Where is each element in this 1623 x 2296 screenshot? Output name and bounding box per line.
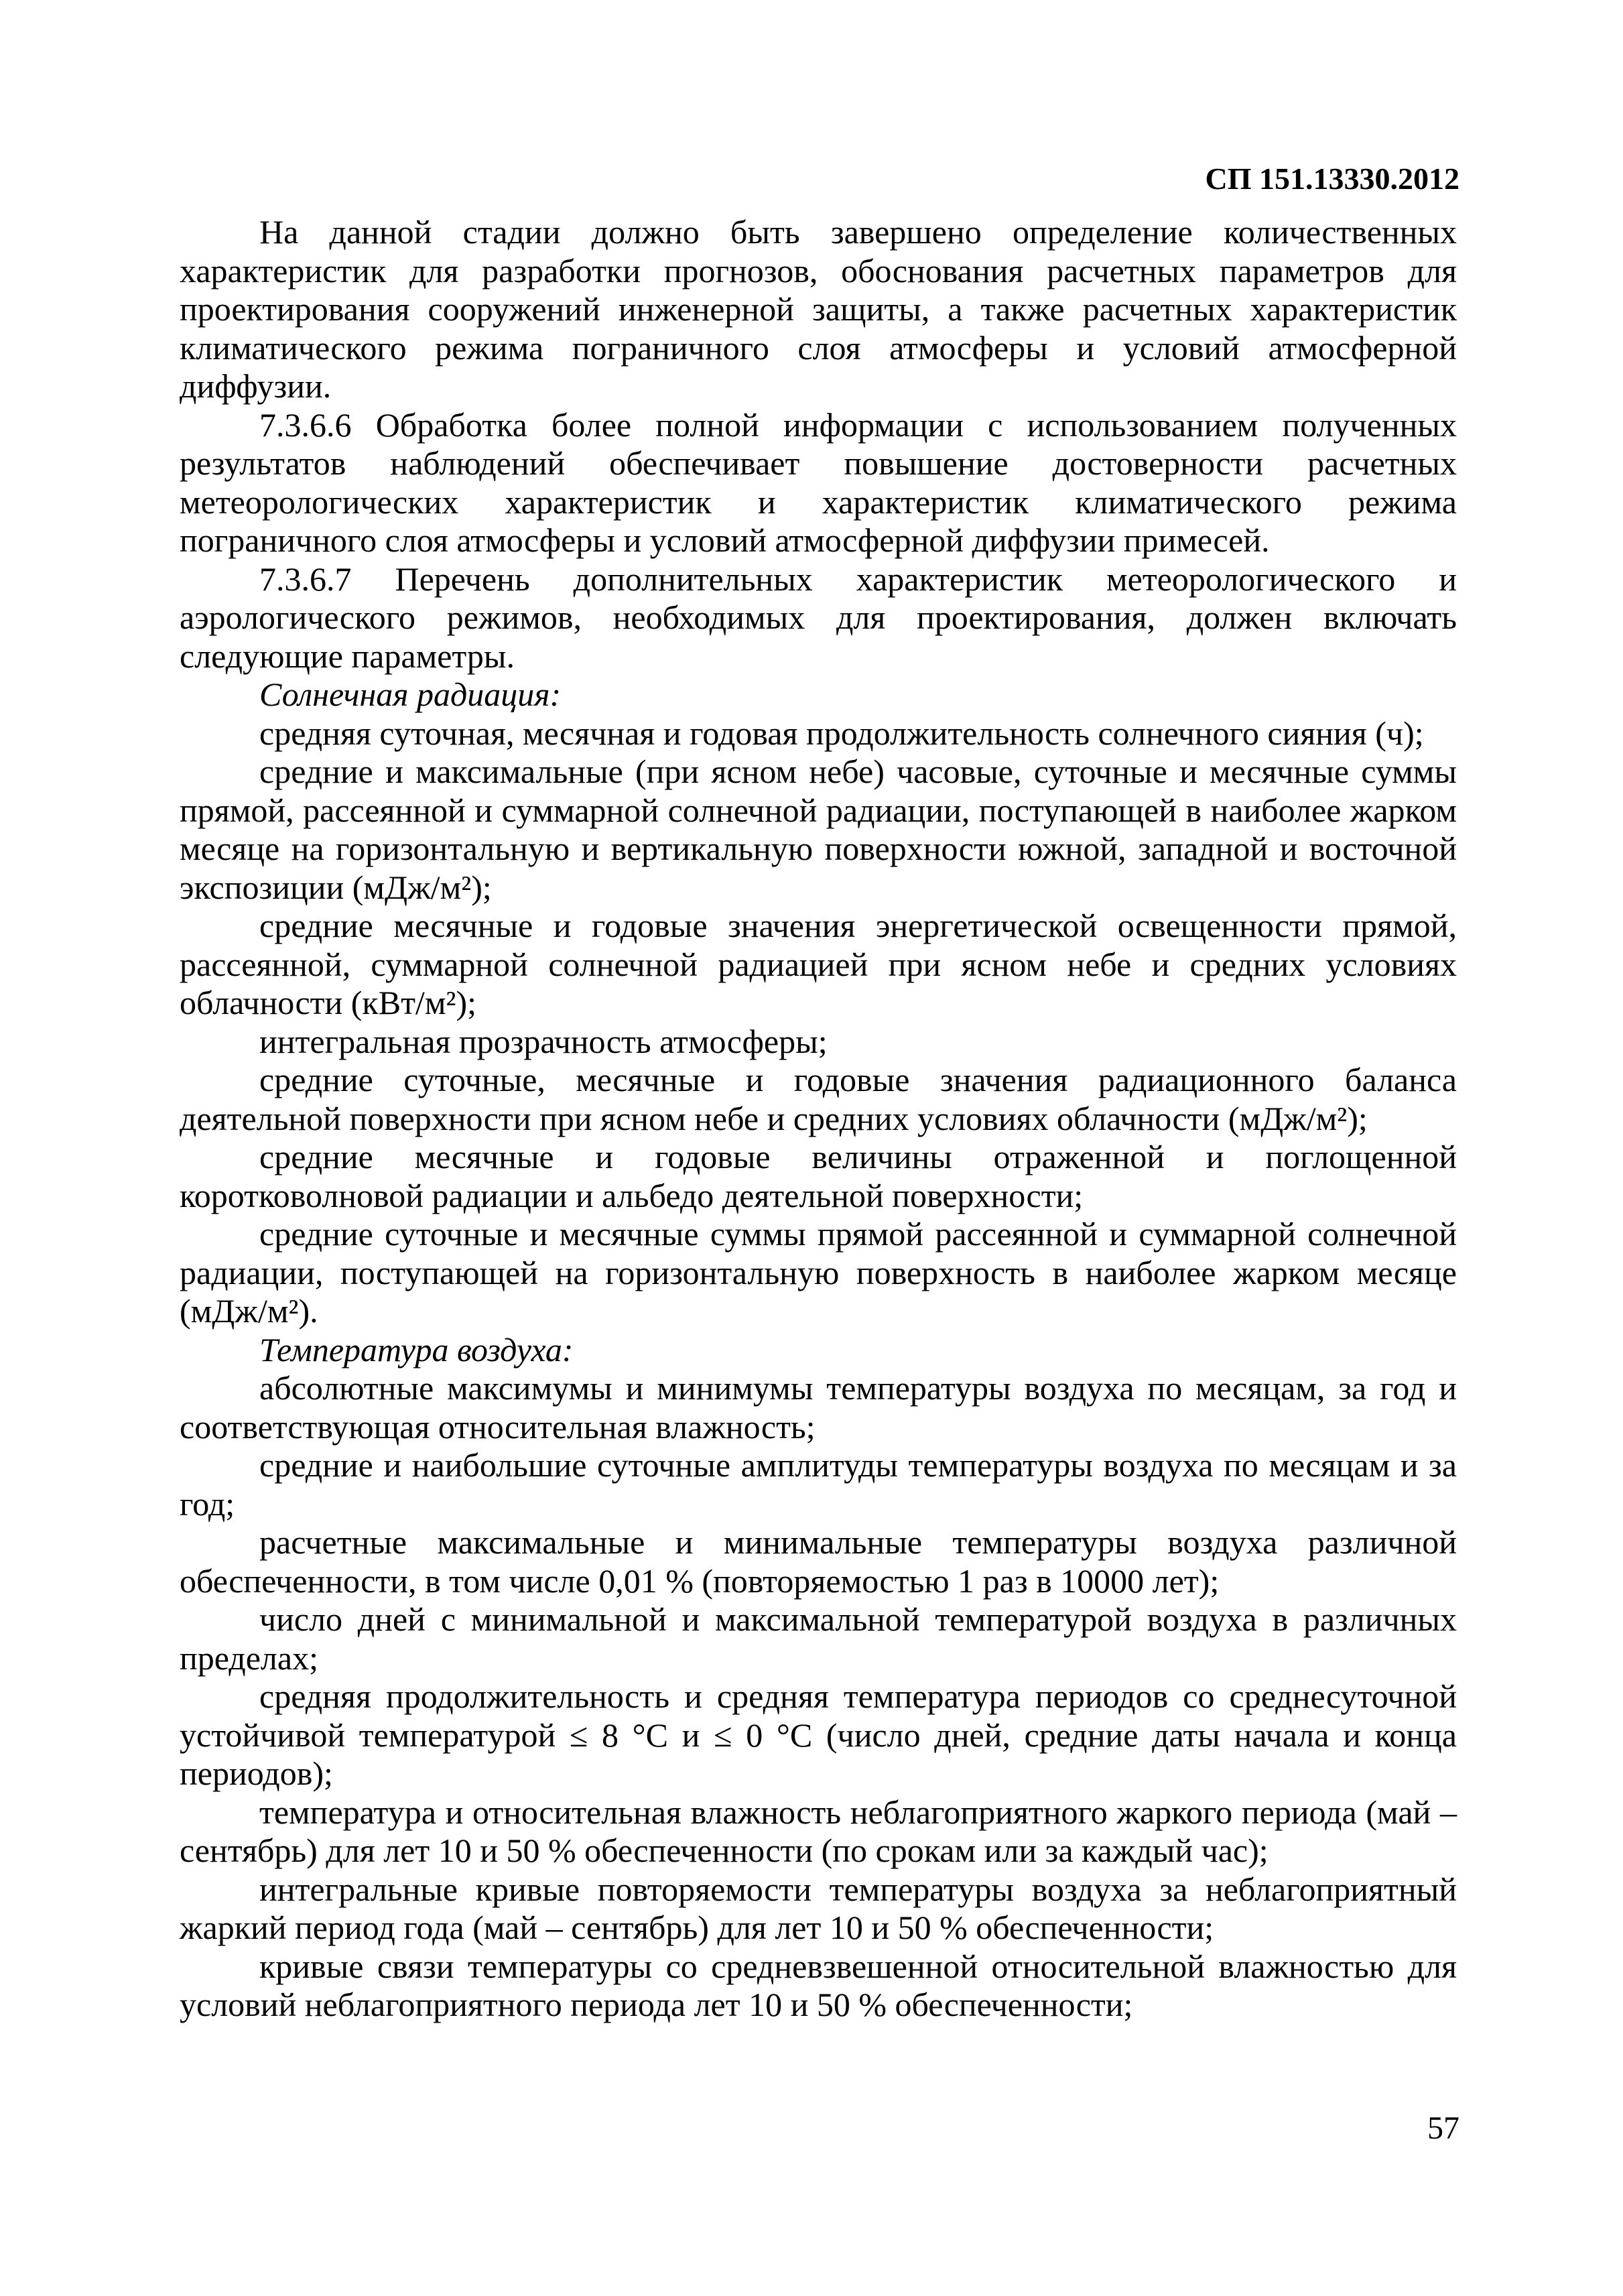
list-item: кривые связи температуры со средневзвешенной относительной влажностью для условий неблагоприятного периода лет 10 и 50 % обеспеченности; [180,1947,1457,2023]
list-item: средние месячные и годовые значения энергетической освещенности прямой, рассеянной, суммарной солнечной радиацией при ясном небе и средних условиях облачности (кВт/м²); [180,907,1457,1021]
page-number: 57 [1427,2110,1459,2146]
paragraph: На данной стадии должно быть завершено определение количественных характеристик для разработки прогнозов, обоснования расчетных параметров для проектирования сооружений инженерной защиты, а также расчетных характеристик климатического режима пограничного слоя атмосферы и условий атмосферной диффузии. [180,213,1457,405]
list-item: средние суточные, месячные и годовые значения радиационного баланса деятельной поверхности при ясном небе и средних условиях облачности (мДж/м²); [180,1061,1457,1137]
list-item: средние суточные и месячные суммы прямой рассеянной и суммарной солнечной радиации, поступающей на горизонтальную поверхность в наиболее жарком месяце (мДж/м²). [180,1215,1457,1330]
list-item: средние и наибольшие суточные амплитуды температуры воздуха по месяцам и за год; [180,1446,1457,1523]
document-body [180,213,1457,2025]
list-item: число дней с минимальной и максимальной температурой воздуха в различных пределах; [180,1600,1457,1677]
list-item: средняя продолжительность и средняя температура периодов со среднесуточной устойчивой температурой ≤ 8 °С и ≤ 0 °С (число дней, средние даты начала и конца периодов); [180,1677,1457,1792]
section-heading-air-temperature: Температура воздуха: [259,1330,574,1368]
list-item: абсолютные максимумы и минимумы температуры воздуха по месяцам, за год и соответствующая относительная влажность; [180,1369,1457,1446]
paragraph-clause-7-3-6-6: 7.3.6.6 Обработка более полной информации с использованием полученных результатов наблюдений обеспечивает повышение достоверности расчетных метеорологических характеристик и характеристик климатического режима пограничного слоя атмосферы и условий атмосферной диффузии примесей. [180,405,1457,559]
list-item: интегральная прозрачность атмосферы; [259,1022,828,1060]
document-code-header: СП 151.13330.2012 [1205,162,1459,196]
paragraph-clause-7-3-6-7: 7.3.6.7 Перечень дополнительных характеристик метеорологического и аэрологического режимов, необходимых для проектирования, должен включать следующие параметры. [180,560,1457,675]
list-item: интегральные кривые повторяемости температуры воздуха за неблагоприятный жаркий период года (май – сентябрь) для лет 10 и 50 % обеспеченности; [180,1870,1457,1946]
list-item: средняя суточная, месячная и годовая продолжительность солнечного сияния (ч); [259,714,1424,752]
section-heading-solar-radiation: Солнечная радиация: [259,676,562,713]
list-item: расчетные максимальные и минимальные температуры воздуха различной обеспеченности, в том числе 0,01 % (повторяемостью 1 раз в 10000 лет); [180,1523,1457,1600]
list-item: средние и максимальные (при ясном небе) часовые, суточные и месячные суммы прямой, рассеянной и суммарной солнечной радиации, поступающей в наиболее жарком месяце на горизонтальную и вертикальную поверхности южной, западной и восточной экспозиции (мДж/м²); [180,753,1457,906]
list-item: средние месячные и годовые величины отраженной и поглощенной коротковолновой радиации и альбедо деятельной поверхности; [180,1138,1457,1214]
list-item: температура и относительная влажность неблагоприятного жаркого периода (май – сентябрь) для лет 10 и 50 % обеспеченности (по срокам или за каждый час); [180,1793,1457,1869]
